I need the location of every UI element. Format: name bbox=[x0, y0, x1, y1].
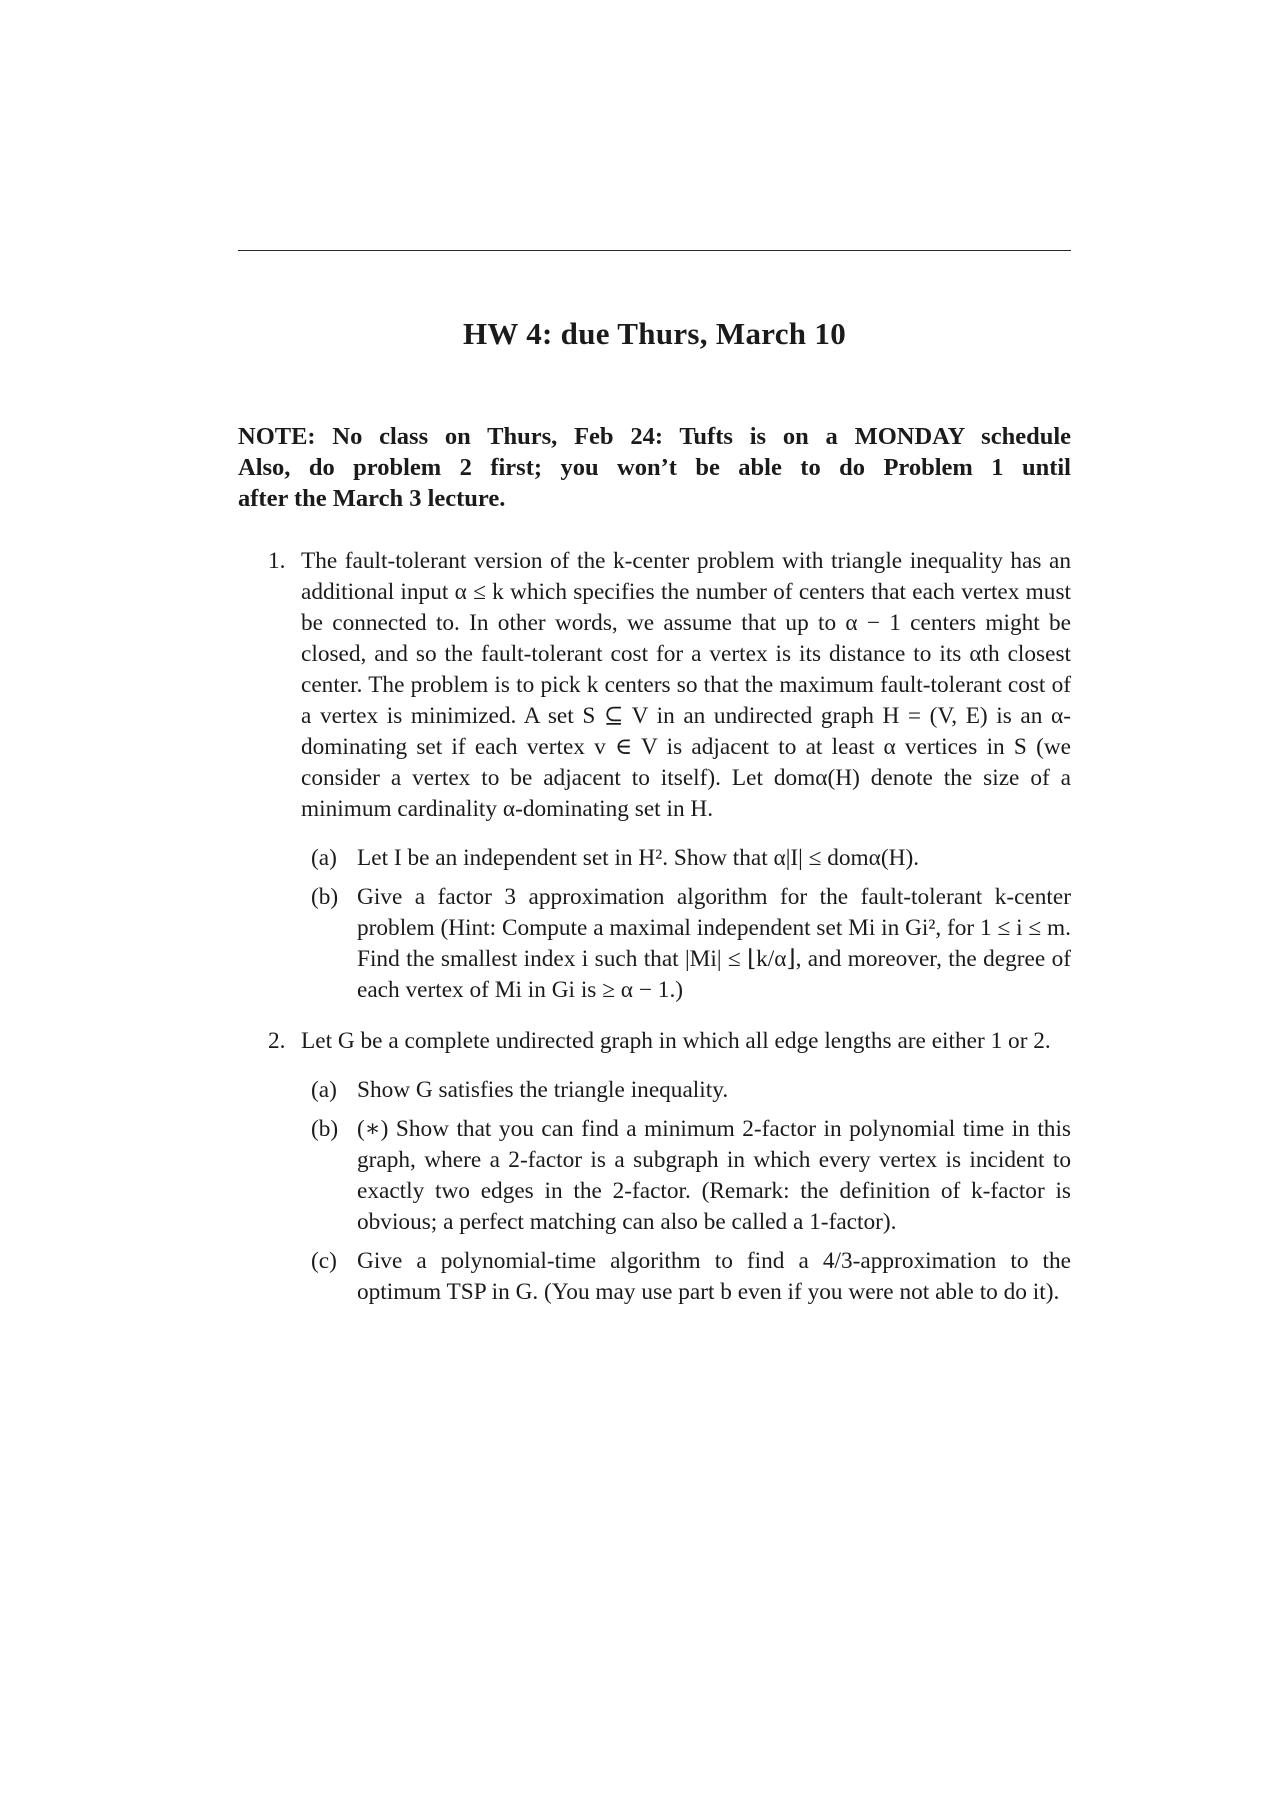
part-label: (c) bbox=[311, 1248, 337, 1274]
problem-text: Let G be a complete undirected graph in which all edge lengths are either 1 or 2. bbox=[301, 1028, 1051, 1054]
problem-part bbox=[301, 882, 1071, 1006]
problem-list bbox=[238, 546, 1071, 1316]
part-text: Let I be an independent set in H². Show that α|I| ≤ domα(H). bbox=[357, 845, 920, 871]
header-rule bbox=[238, 250, 1071, 251]
part-text: Show G satisfies the triangle inequality. bbox=[357, 1077, 729, 1103]
problem-part bbox=[301, 1246, 1071, 1308]
problem-2 bbox=[238, 1026, 1071, 1308]
problem-text: The fault-tolerant version of the k-center problem with triangle inequality has an additional input α ≤ k which specifies the number of centers that each vertex must be connected to. In other words, we assume that up to α − 1 centers might be closed, and so the fault-tolerant cost for a vertex is its distance to its αth closest center. The problem is to pick k centers so that the maximum fault-tolerant cost of a vertex is minimized. A set S ⊆ V in an undirected graph H = (V, E) is an α-dominating set if each vertex v ∈ V is adjacent to at least α vertices in S (we consider a vertex to be adjacent to itself). Let domα(H) denote the size of a minimum cardinality α-dominating set in H. bbox=[301, 548, 1071, 822]
problem-parts bbox=[301, 843, 1071, 1006]
problem-part bbox=[301, 1075, 1071, 1106]
part-text: Give a factor 3 approximation algorithm for the fault-tolerant k-center problem (Hint: Compute a maximal independent set Mi in Gi², for 1 ≤ i ≤ m. Find the smallest index i such that |Mi| ≤ ⌊k/α⌋, and moreover, the degree of each vertex of Mi in Gi is ≥ α − 1.) bbox=[357, 884, 1071, 1003]
problem-number: 1. bbox=[268, 548, 286, 574]
part-text: Give a polynomial-time algorithm to find a 4/3-approximation to the optimum TSP in G. (You may use part b even if you were not able to do it). bbox=[357, 1248, 1071, 1305]
note-line-3: after the March 3 lecture. bbox=[238, 485, 506, 512]
problem-part bbox=[301, 1114, 1071, 1238]
part-label: (b) bbox=[311, 1116, 339, 1142]
note-block bbox=[238, 421, 1071, 514]
part-label: (a) bbox=[311, 1077, 337, 1103]
note-line-1: NOTE: No class on Thurs, Feb 24: Tufts is on a MONDAY schedule bbox=[238, 423, 1071, 450]
part-text: (∗) Show that you can find a minimum 2-factor in polynomial time in this graph, where a 2-factor is a subgraph in which every vertex is incident to exactly two edges in the 2-factor. (Remark: the definition of k-factor is obvious; a perfect matching can also be called a 1-factor). bbox=[357, 1116, 1071, 1235]
problem-1 bbox=[238, 546, 1071, 1006]
problem-number: 2. bbox=[268, 1028, 286, 1054]
problem-part bbox=[301, 843, 1071, 874]
page-title: HW 4: due Thurs, March 10 bbox=[463, 316, 846, 351]
problem-parts bbox=[301, 1075, 1071, 1308]
part-label: (b) bbox=[311, 884, 339, 910]
part-label: (a) bbox=[311, 845, 337, 871]
note-line-2: Also, do problem 2 first; you won’t be able to do Problem 1 until bbox=[238, 454, 1071, 481]
